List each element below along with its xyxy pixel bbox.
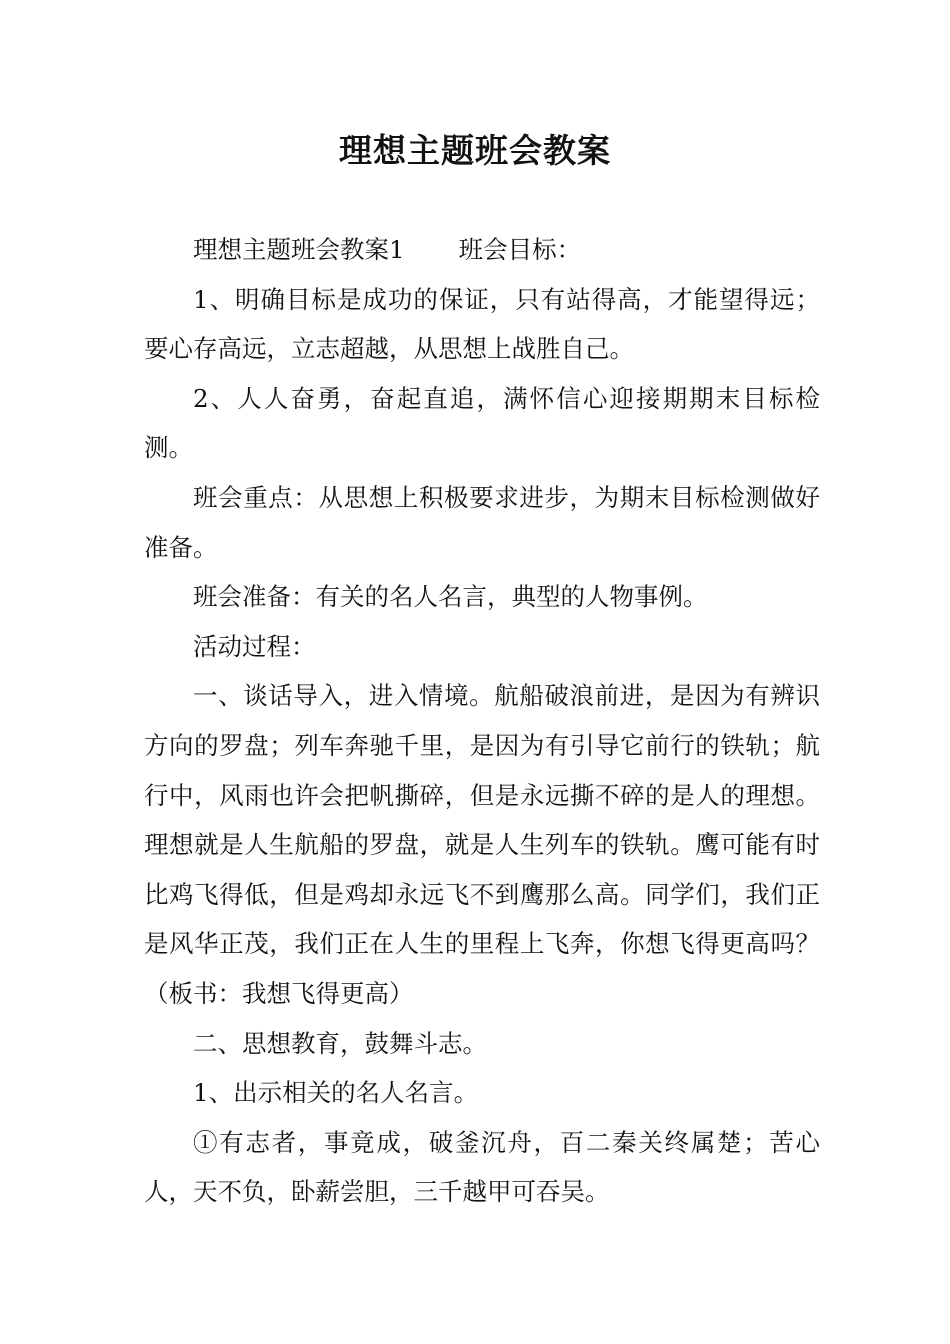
paragraph-quotes-heading: 1、出示相关的名人名言。 bbox=[193, 1078, 479, 1108]
paragraph-introduction: 一、谈话导入，进入情境。航船破浪前进，是因为有辨识方向的罗盘；列车奔驰千里，是因为有引导它前行的铁轨；航行中，风雨也许会把帆撕碎，但是永远撕不碎的是人的理想。理想就是人生航船的罗盘，就是人生列车的铁轨。鹰可能有时比鸡飞得低，但是鸡却永远飞不到鹰那么高。同学们，我们正是风华正茂，我们正在人生的里程上飞奔，你想飞得更高吗？（板书：我想飞得更高） bbox=[144, 681, 820, 1008]
paragraph-section-two: 二、思想教育，鼓舞斗志。 bbox=[193, 1028, 487, 1058]
paragraph-objective-2: 2、人人奋勇，奋起直追，满怀信心迎接期期末目标检测。 bbox=[144, 383, 820, 463]
objectives-label: 班会目标： bbox=[458, 235, 582, 264]
paragraph-objective-1: 1、明确目标是成功的保证，只有站得高，才能望得远；要心存高远，立志超越，从思想上战胜自己。 bbox=[144, 284, 820, 364]
paragraph-process-heading: 活动过程： bbox=[193, 631, 316, 661]
intro-paragraph bbox=[144, 225, 820, 275]
lesson-heading: 理想主题班会教案1 bbox=[193, 235, 405, 264]
document-title: 理想主题班会教案 bbox=[339, 131, 611, 170]
paragraph-preparation: 班会准备：有关的名人名言，典型的人物事例。 bbox=[193, 582, 708, 612]
paragraph-key-points: 班会重点：从思想上积极要求进步，为期末目标检测做好准备。 bbox=[144, 482, 820, 562]
paragraph-quote-1: ①有志者，事竟成，破釜沉舟，百二秦关终属楚；苦心人，天不负，卧薪尝胆，三千越甲可吞吴。 bbox=[144, 1127, 820, 1207]
document-body bbox=[144, 225, 820, 1217]
